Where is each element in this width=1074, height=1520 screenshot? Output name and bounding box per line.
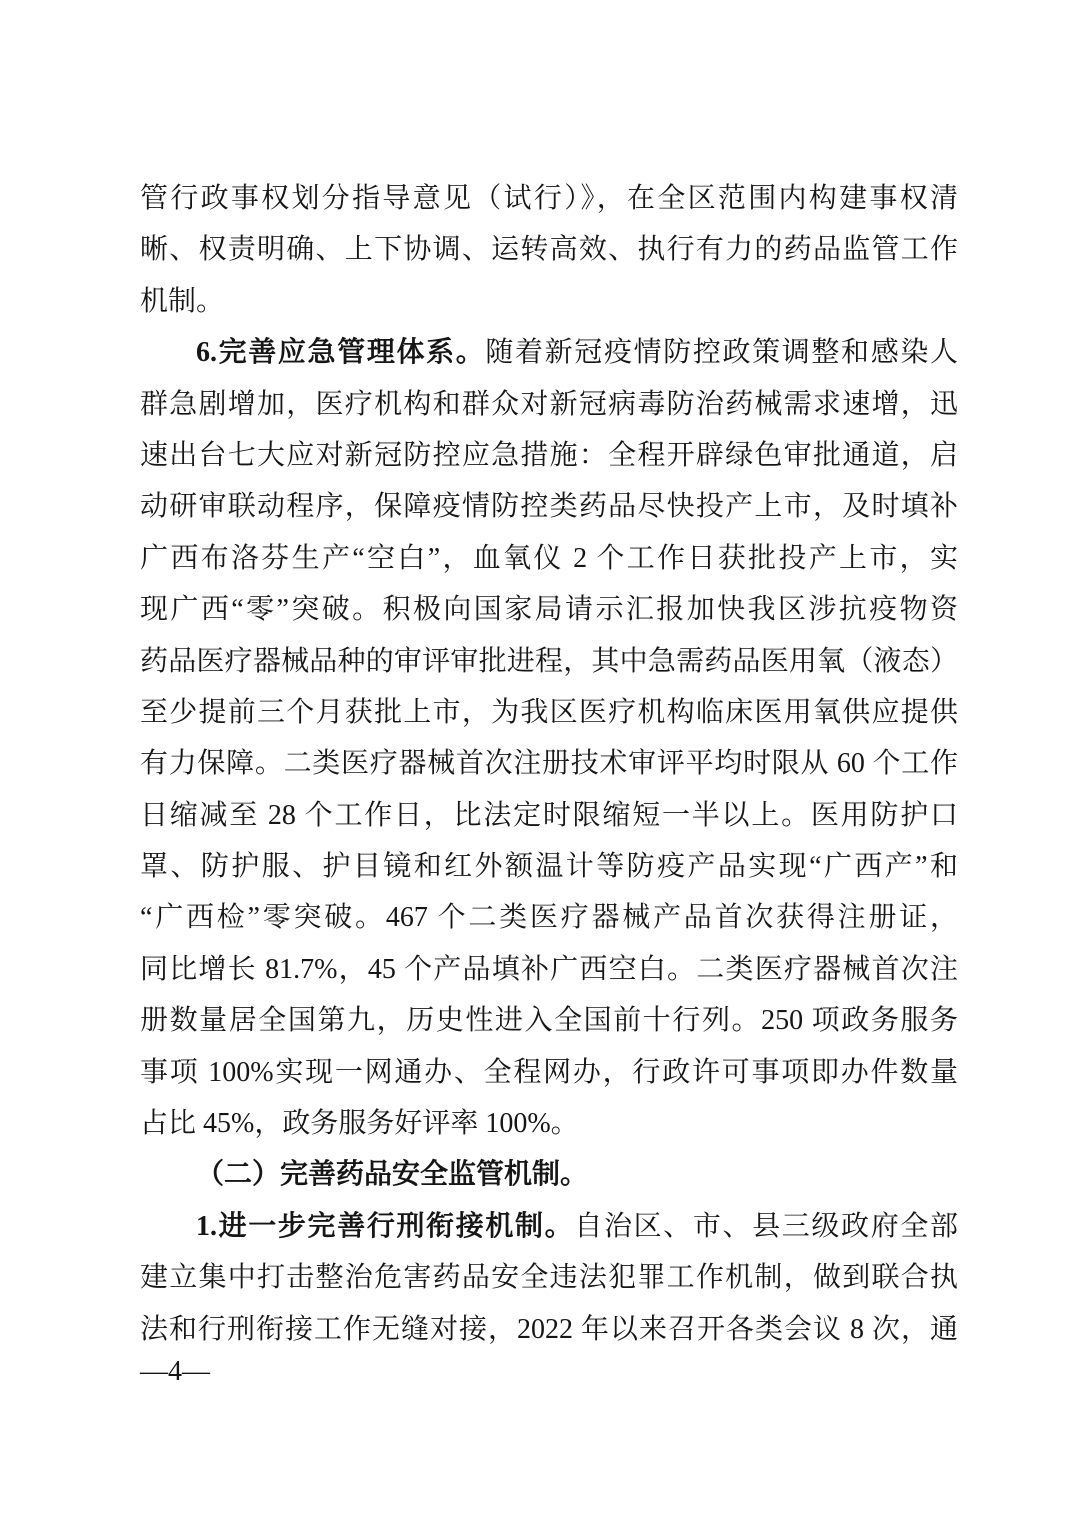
text-run: 管行政事权划分指导意见（试行）》，在全区范围内构建事权清 (140, 183, 958, 214)
text-run: 册数量居全国第九，历史性进入全国前十行列。250 项政务服务 (140, 1005, 958, 1037)
text-line (140, 481, 958, 532)
text-run: 动研审联动程序，保障疫情防控类药品尽快投产上市，及时填补 (140, 491, 958, 523)
text-run: 现广西“零”突破。积极向国家局请示汇报加快我区涉抗疫物资 (140, 594, 958, 626)
bold-text-run: （二）完善药品安全监管机制。 (196, 1159, 589, 1191)
text-line (140, 584, 958, 635)
text-run: “广西检”零突破。467 个二类医疗器械产品首次获得注册证， (140, 902, 958, 934)
text-run: 药品医疗器械品种的审评审批进程，其中急需药品医用氧（液态） (140, 645, 958, 677)
text-run: 速出台七大应对新冠防控应急措施：全程开辟绿色审批通道，启 (140, 439, 958, 471)
text-run: 有力保障。二类医疗器械首次注册技术审评平均时限从 60 个工作 (140, 748, 958, 780)
text-run: 同比增长 81.7%，45 个产品填补广西空白。二类医疗器械首次注 (140, 953, 958, 985)
text-line (140, 738, 958, 789)
text-line (140, 533, 958, 584)
bold-text-run: 1.进一步完善行刑衔接机制。 (196, 1210, 575, 1242)
text-line (140, 224, 958, 275)
text-line (140, 327, 958, 378)
text-run: 建立集中打击整治危害药品安全违法犯罪工作机制，做到联合执 (140, 1262, 958, 1294)
text-line (140, 173, 958, 224)
text-run: 占比 45%，政务服务好评率 100%。 (140, 1108, 579, 1140)
text-line (140, 1252, 958, 1303)
text-run: 法和行刑衔接工作无缝对接，2022 年以来召开各类会议 8 次，通 (140, 1313, 958, 1345)
text-run: 群急剧增加，医疗机构和群众对新冠病毒防治药械需求速增，迅 (140, 388, 958, 420)
text-line (140, 790, 958, 841)
text-run: 随着新冠疫情防控政策调整和感染人 (485, 337, 958, 369)
text-line (140, 1098, 958, 1149)
text-run: 至少提前三个月获批上市，为我区医疗机构临床医用氧供应提供 (140, 696, 958, 728)
text-line (140, 944, 958, 995)
bold-text-run: 6.完善应急管理体系。 (196, 337, 486, 369)
text-line (140, 379, 958, 430)
text-line (140, 995, 958, 1046)
page-number: —4— (140, 1356, 210, 1387)
text-line (140, 1201, 958, 1252)
text-line (140, 687, 958, 738)
text-line (140, 1047, 958, 1098)
text-run: 事项 100%实现一网通办、全程网办，行政许可事项即办件数量 (140, 1056, 958, 1088)
text-run: 广西布洛芬生产“空白”，血氧仪 2 个工作日获批投产上市，实 (140, 542, 958, 574)
text-line (140, 430, 958, 481)
text-run: 晰、权责明确、上下协调、运转高效、执行有力的药品监管工作 (140, 234, 958, 266)
text-line (140, 841, 958, 892)
document-body (140, 173, 958, 1355)
text-run: 罩、防护服、护目镜和红外额温计等防疫产品实现“广西产”和 (140, 851, 958, 883)
text-run: 日缩减至 28 个工作日，比法定时限缩短一半以上。医用防护口 (140, 799, 958, 831)
text-line (140, 892, 958, 943)
text-run: 自治区、市、县三级政府全部 (574, 1210, 958, 1242)
text-run: 机制。 (140, 285, 225, 317)
text-line (140, 1304, 958, 1355)
text-line (140, 636, 958, 687)
text-line (140, 1149, 958, 1200)
text-line (140, 276, 958, 327)
